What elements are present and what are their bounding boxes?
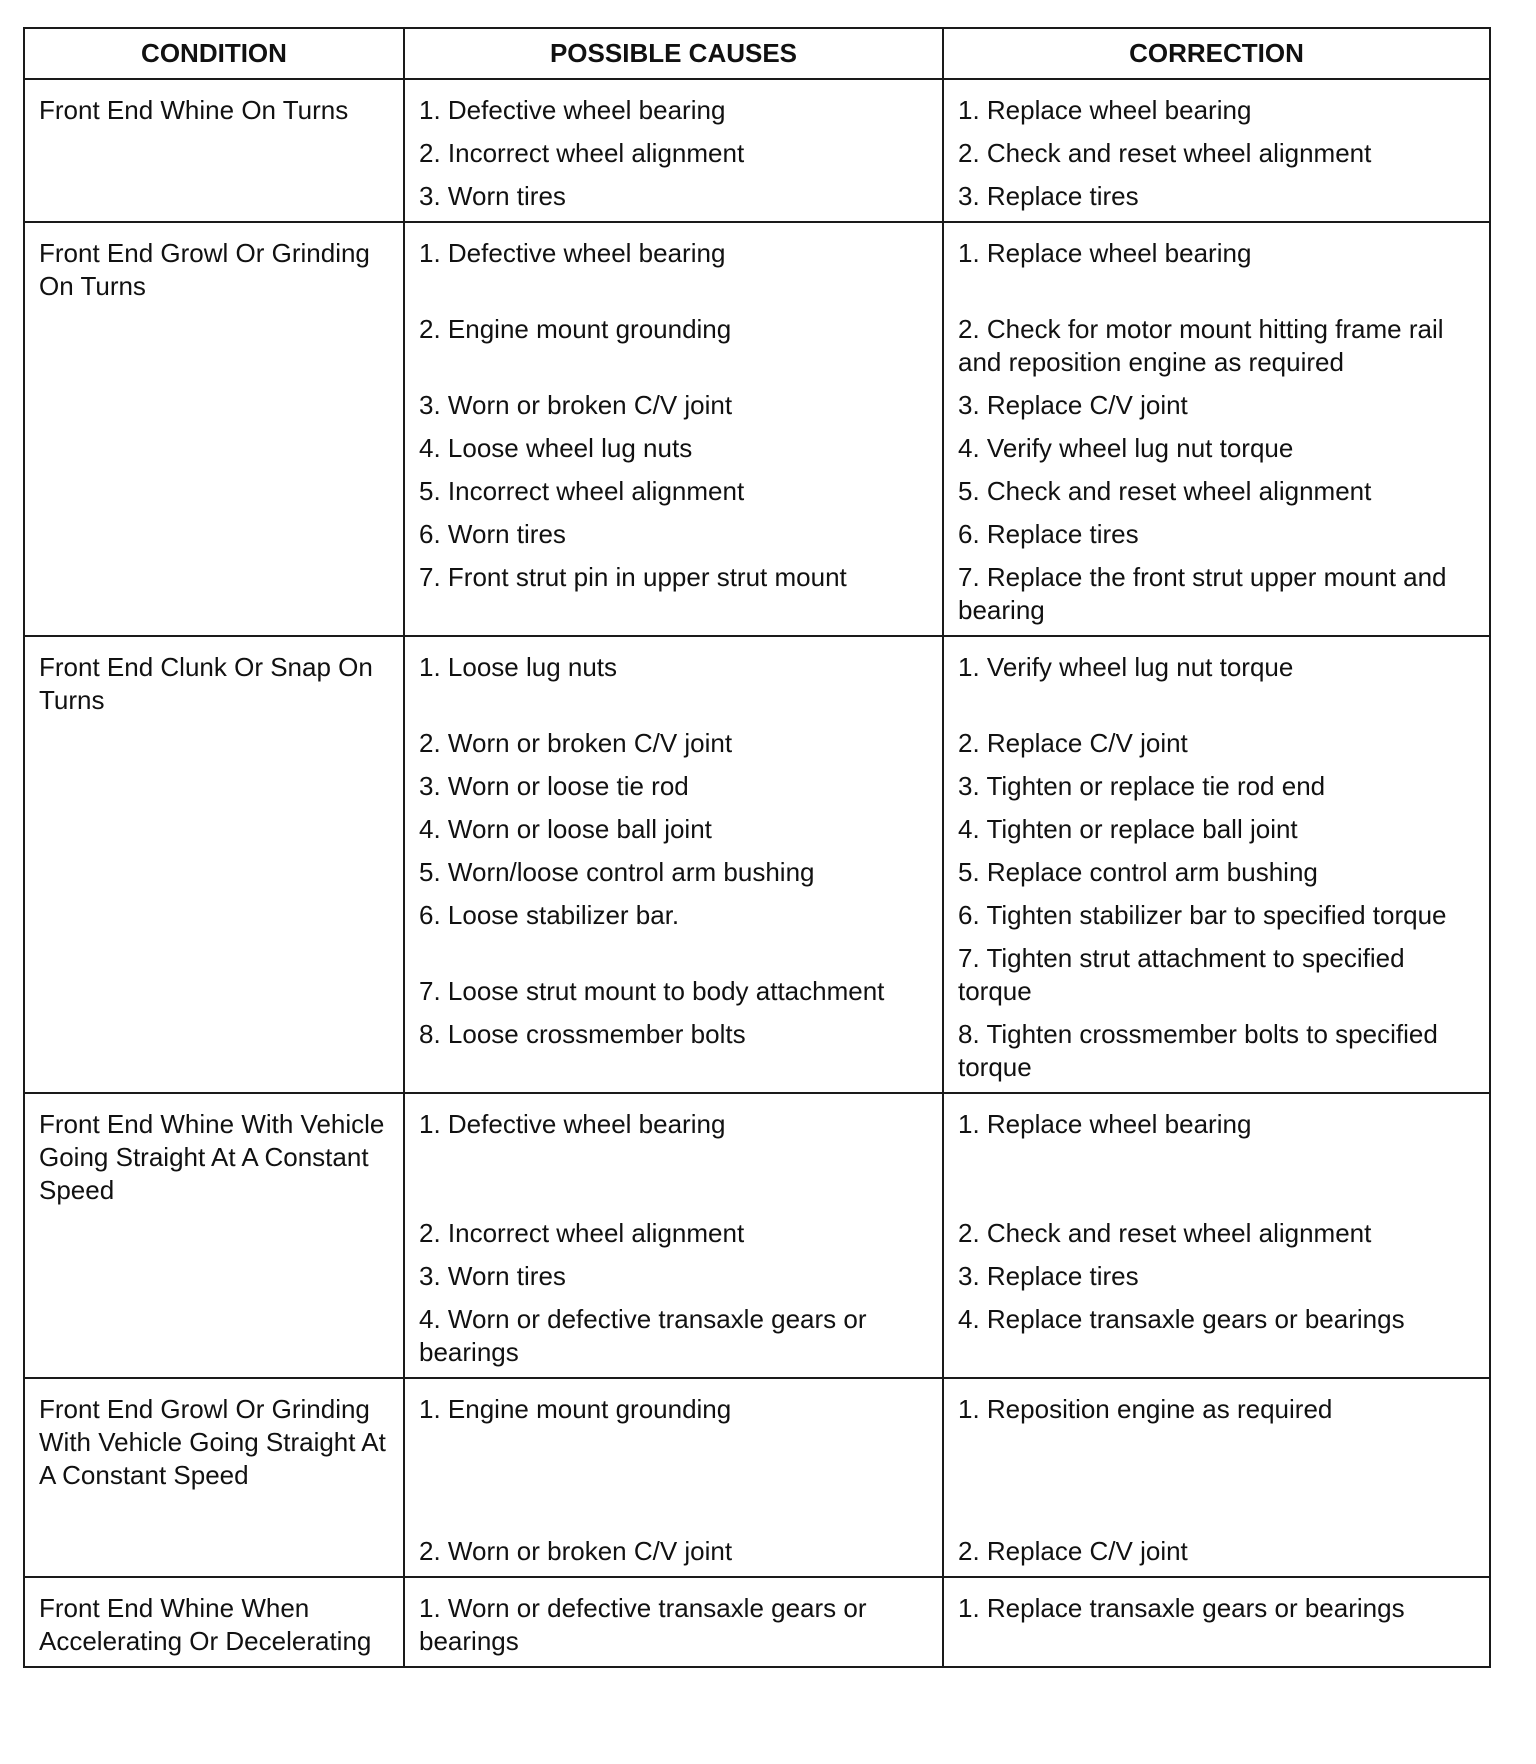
correction-item: 1. Replace wheel bearing	[958, 238, 1252, 268]
correction-item: 3. Replace tires	[958, 1261, 1139, 1291]
condition-cell	[24, 1093, 404, 1378]
condition-cell	[24, 79, 404, 222]
cause-item: 3. Worn tires	[419, 181, 566, 211]
condition-cell	[24, 1577, 404, 1667]
correction-cell	[943, 222, 1490, 636]
cause-item: 1. Defective wheel bearing	[419, 238, 726, 268]
cause-item: 4. Loose wheel lug nuts	[419, 433, 693, 463]
correction-item: 4. Tighten or replace ball joint	[958, 814, 1298, 844]
correction-item: 4. Replace transaxle gears or bearings	[958, 1304, 1405, 1334]
correction-item: 5. Replace control arm bushing	[958, 857, 1318, 887]
cause-item: 3. Worn or loose tie rod	[419, 771, 689, 801]
correction-item: 3. Replace C/V joint	[958, 390, 1188, 420]
causes-cell	[404, 1577, 943, 1667]
correction-item: 1. Replace transaxle gears or bearings	[958, 1593, 1405, 1623]
condition-text: Front End Growl Or Grinding With Vehicle Going Straight At A Constant Speed	[39, 1394, 386, 1490]
cause-item: 4. Worn or loose ball joint	[419, 814, 712, 844]
cause-item: 2. Worn or broken C/V joint	[419, 1536, 733, 1566]
diagnosis-table	[23, 27, 1491, 1668]
cause-item: 6. Loose stabilizer bar.	[419, 900, 680, 930]
cause-item: 4. Worn or defective transaxle gears or bearings	[419, 1304, 867, 1367]
cause-item: 1. Engine mount grounding	[419, 1394, 732, 1424]
correction-item: 1. Replace wheel bearing	[958, 1109, 1252, 1139]
cause-item: 1. Loose lug nuts	[419, 652, 618, 682]
cause-item: 2. Incorrect wheel alignment	[419, 138, 745, 168]
cause-item: 1. Worn or defective transaxle gears or bearings	[419, 1593, 867, 1656]
condition-text: Front End Growl Or Grinding On Turns	[39, 238, 370, 301]
table-row	[24, 1577, 1490, 1667]
cause-item: 7. Front strut pin in upper strut mount	[419, 562, 847, 592]
correction-item: 2. Check and reset wheel alignment	[958, 1218, 1372, 1248]
correction-item: 6. Replace tires	[958, 519, 1139, 549]
correction-item: 4. Verify wheel lug nut torque	[958, 433, 1294, 463]
condition-text: Front End Clunk Or Snap On Turns	[39, 652, 373, 715]
cause-item: 7. Loose strut mount to body attachment	[419, 976, 885, 1006]
condition-text: Front End Whine When Accelerating Or Decelerating	[39, 1593, 372, 1656]
correction-cell	[943, 79, 1490, 222]
table-row	[24, 1093, 1490, 1378]
correction-cell	[943, 1577, 1490, 1667]
correction-item: 1. Replace wheel bearing	[958, 95, 1252, 125]
cause-item: 5. Incorrect wheel alignment	[419, 476, 745, 506]
cause-item: 2. Incorrect wheel alignment	[419, 1218, 745, 1248]
correction-cell	[943, 636, 1490, 1093]
correction-cell	[943, 1378, 1490, 1577]
cause-item: 5. Worn/loose control arm bushing	[419, 857, 815, 887]
correction-item: 8. Tighten crossmember bolts to specified torque	[958, 1019, 1438, 1082]
condition-text: Front End Whine With Vehicle Going Straight At A Constant Speed	[39, 1109, 385, 1205]
cause-item: 2. Engine mount grounding	[419, 314, 732, 344]
cause-item: 3. Worn tires	[419, 1261, 566, 1291]
table-row	[24, 79, 1490, 222]
causes-cell	[404, 222, 943, 636]
table-row	[24, 222, 1490, 636]
correction-item: 5. Check and reset wheel alignment	[958, 476, 1372, 506]
header-condition: CONDITION	[24, 28, 404, 79]
correction-item: 1. Reposition engine as required	[958, 1394, 1333, 1424]
causes-cell	[404, 79, 943, 222]
correction-item: 7. Replace the front strut upper mount and bearing	[958, 562, 1447, 625]
correction-cell	[943, 1093, 1490, 1378]
correction-item: 2. Check for motor mount hitting frame rail and reposition engine as required	[958, 314, 1444, 377]
header-possible-causes: POSSIBLE CAUSES	[404, 28, 943, 79]
table-row	[24, 636, 1490, 1093]
correction-item: 1. Verify wheel lug nut torque	[958, 652, 1294, 682]
correction-item: 3. Tighten or replace tie rod end	[958, 771, 1326, 801]
condition-cell	[24, 636, 404, 1093]
causes-cell	[404, 1378, 943, 1577]
correction-item: 6. Tighten stabilizer bar to specified torque	[958, 900, 1447, 930]
header-correction: CORRECTION	[943, 28, 1490, 79]
correction-item: 7. Tighten strut attachment to specified torque	[958, 943, 1405, 1006]
table-row	[24, 1378, 1490, 1577]
correction-item: 3. Replace tires	[958, 181, 1139, 211]
causes-cell	[404, 1093, 943, 1378]
condition-cell	[24, 222, 404, 636]
correction-item: 2. Replace C/V joint	[958, 728, 1188, 758]
cause-item: 1. Defective wheel bearing	[419, 1109, 726, 1139]
cause-item: 3. Worn or broken C/V joint	[419, 390, 733, 420]
cause-item: 1. Defective wheel bearing	[419, 95, 726, 125]
cause-item: 6. Worn tires	[419, 519, 566, 549]
cause-item: 2. Worn or broken C/V joint	[419, 728, 733, 758]
correction-item: 2. Check and reset wheel alignment	[958, 138, 1372, 168]
correction-item: 2. Replace C/V joint	[958, 1536, 1188, 1566]
condition-cell	[24, 1378, 404, 1577]
header-row	[24, 28, 1490, 79]
cause-item: 8. Loose crossmember bolts	[419, 1019, 746, 1049]
causes-cell	[404, 636, 943, 1093]
condition-text: Front End Whine On Turns	[39, 95, 349, 125]
